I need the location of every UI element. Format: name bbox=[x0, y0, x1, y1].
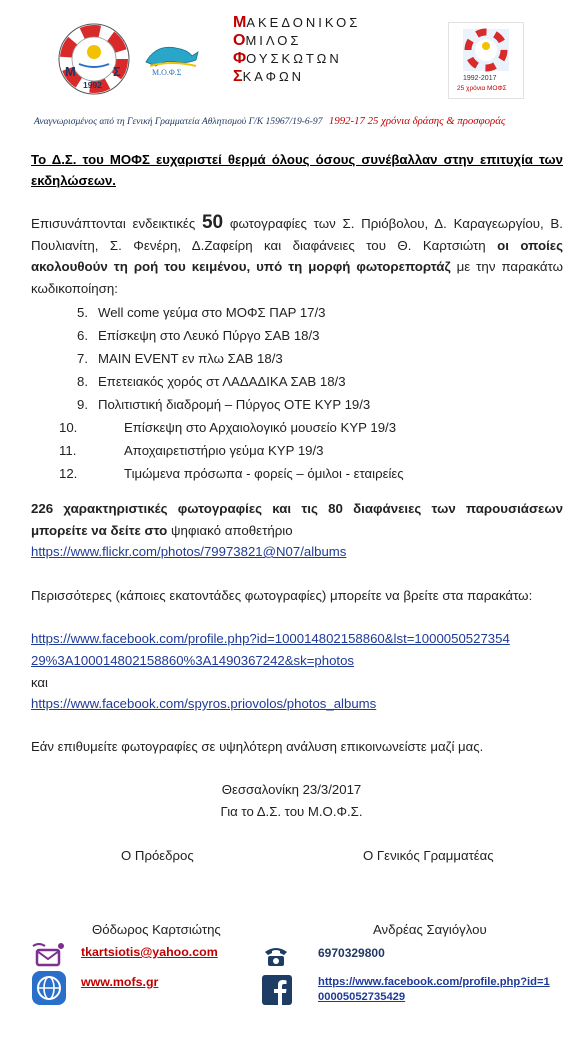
website-link[interactable]: www.mofs.gr bbox=[81, 975, 159, 989]
header bbox=[0, 0, 583, 127]
list-item: 10. bbox=[59, 420, 78, 435]
title-line-4: ΣΚΑΦΩΝ bbox=[233, 68, 305, 85]
title-line-2: ΟΜΙΛΟΣ bbox=[233, 32, 302, 49]
more-photos-paragraph: Περισσότερες (κάποιες εκατοντάδες φωτογραφίες) μπορείτε να βρείτε στα παρακάτω: bbox=[31, 588, 533, 603]
place-date: Θεσσαλονίκη 23/3/2017 bbox=[221, 782, 362, 797]
dolphin-caption: Μ.Ο.Φ.Σ bbox=[152, 68, 182, 77]
dolphin-logo bbox=[142, 40, 202, 80]
anniversary-caption: 25 χρόνια ΜΟΦΣ bbox=[457, 85, 507, 92]
thanks-heading: Το Δ.Σ. του ΜΟΦΣ ευχαριστεί θερμά όλους όσους συνέβαλλαν στην επιτυχία των εκδηλώσεων. bbox=[31, 152, 563, 188]
title-line-1: ΜΑΚΕΔΟΝΙΚΟΣ bbox=[233, 14, 361, 31]
facebook-photos-link[interactable]: https://www.facebook.com/spyros.priovolos/photos_albums bbox=[31, 696, 377, 711]
globe-icon bbox=[31, 970, 67, 1006]
list-item: 12. bbox=[59, 466, 78, 481]
logo-letter-s: Σ bbox=[113, 64, 121, 79]
anniversary-years: 1992-2017 bbox=[463, 75, 497, 82]
list-item-text: Αποχαιρετιστήριο γεύμα ΚΥΡ 19/3 bbox=[124, 443, 324, 458]
anniversary-note: 1992-17 25 χρόνια δράσης & προσφοράς bbox=[328, 115, 506, 127]
list-item: 11. bbox=[59, 443, 77, 458]
list-item: 9. Πολιτιστική διαδρομή – Πύργος ΟΤΕ ΚΥΡ 19/3 bbox=[77, 397, 371, 412]
secretary-title: Ο Γενικός Γραμματέας bbox=[363, 848, 494, 863]
event-list bbox=[0, 305, 583, 485]
list-item: 8. Επετειακός χορός στ ΛΑΔΑΔΙΚΑ ΣΑΒ 18/3 bbox=[77, 374, 346, 389]
list-item-text: Τιμώμενα πρόσωπα - φορείς – όμιλοι - εταιρείες bbox=[124, 466, 404, 481]
president-name: Θόδωρος Καρτσιώτης bbox=[92, 922, 221, 937]
list-item-text: Επίσκεψη στο Αρχαιολογικό μουσείο ΚΥΡ 19/3 bbox=[124, 420, 397, 435]
facebook-icon bbox=[262, 975, 292, 1005]
flickr-link[interactable]: https://www.flickr.com/photos/79973821@N07/albums bbox=[31, 544, 347, 559]
organization-title bbox=[233, 14, 373, 86]
for-board: Για το Δ.Σ. του Μ.Ο.Φ.Σ. bbox=[220, 804, 363, 819]
facebook-profile-link[interactable]: https://www.facebook.com/profile.php?id=1 00005052735429 bbox=[318, 976, 550, 1003]
list-item: 6. Επίσκεψη στο Λευκό Πύργο ΣΑΒ 18/3 bbox=[77, 328, 320, 343]
phone-icon bbox=[263, 944, 289, 968]
anniversary-logo bbox=[448, 22, 524, 99]
recognition-line bbox=[34, 115, 505, 127]
lifebuoy-logo bbox=[55, 20, 133, 98]
logo-year: 1992 bbox=[83, 80, 102, 90]
list-item: 5. Well come γεύμα στο ΜΟΦΣ ΠΑΡ 17/3 bbox=[77, 305, 326, 320]
secretary-name: Ανδρέας Σαγιόγλου bbox=[373, 922, 487, 937]
phone-number: 6970329800 bbox=[318, 946, 385, 960]
logo-letter-m: Μ bbox=[65, 64, 76, 79]
title-line-3: ΦΟΥΣΚΩΤΩΝ bbox=[233, 50, 342, 67]
intro-paragraph: Επισυνάπτονται ενδεικτικές 50 φωτογραφίες των Σ. Πριόβολου, Δ. Καραγεωργίου, Β. Πουλιανίτη, Σ. Φενέρη, Δ.Ζαφείρη και διαφάνειες του Θ. Καρτσιώτη οι οποίες ακολουθούν τη ροή του κειμένου, υπό τη μορφή φωτορεπορτάζ με την παρακάτω κωδικοποίηση: bbox=[31, 212, 563, 296]
facebook-album-link-line-2[interactable]: 29%3A100014802158860%3A1490367242&sk=photos bbox=[31, 653, 355, 668]
resolution-note: Εάν επιθυμείτε φωτογραφίες σε υψηλότερη ανάλυση επικοινωνείστε μαζί μας. bbox=[31, 739, 484, 754]
recognition-text: Αναγνωρισμένος από τη Γενική Γραμματεία Αθλητισμού Γ/Κ 15967/19-6-97 bbox=[34, 116, 323, 127]
and-text: και bbox=[31, 675, 48, 690]
email-link[interactable]: tkartsiotis@yahoo.com bbox=[81, 945, 218, 959]
list-item: 7. MAIN EVENT εν πλω ΣΑΒ 18/3 bbox=[77, 351, 283, 366]
flickr-paragraph: 226 χαρακτηριστικές φωτογραφίες και τις 80 διαφάνειες των παρουσιάσεων μπορείτε να δείτε στο ψηφιακό αποθετήριο bbox=[31, 501, 563, 538]
facebook-album-link-line-1[interactable]: https://www.facebook.com/profile.php?id=100014802158860&lst=1000050527354 bbox=[31, 631, 510, 646]
photo-count: 50 bbox=[201, 212, 224, 233]
president-title: Ο Πρόεδρος bbox=[121, 848, 194, 863]
mail-icon bbox=[31, 940, 67, 970]
